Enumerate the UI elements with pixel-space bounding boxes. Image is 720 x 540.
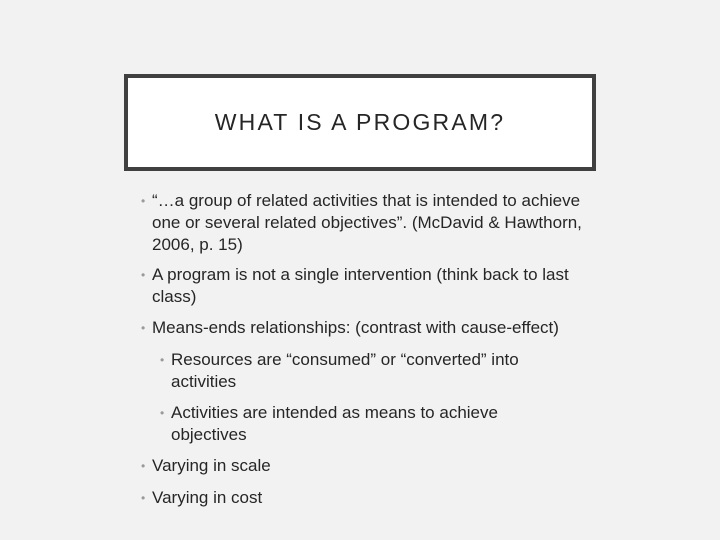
sub-bullet-item [160,402,531,446]
bullet-icon: • [141,459,146,473]
bullet-text: Varying in cost [152,488,263,507]
bullet-item [141,264,592,308]
bullet-icon: • [160,353,165,367]
bullet-icon: • [160,406,165,420]
title-box [124,74,596,171]
bullet-text: Means-ends relationships: (contrast with cause-effect) [152,318,559,337]
bullet-icon: • [141,194,146,208]
slide-title: WHAT IS A PROGRAM? [214,109,506,135]
bullet-item [141,455,592,477]
bullet-text: “…a group of related activities that is intended to achieve one or several related objectives”. (McDavid & Hawthorn, 2006, p. 15) [152,191,582,254]
bullet-icon: • [141,268,146,282]
bullet-item [141,487,592,509]
bullet-text: A program is not a single intervention (think back to last class) [152,265,569,306]
bullet-item [141,190,592,256]
bullet-icon: • [141,491,146,505]
bullet-text: Varying in scale [152,456,271,475]
bullet-text: Resources are “consumed” or “converted” into activities [171,350,519,391]
bullet-icon: • [141,321,146,335]
sub-bullet-item [160,349,551,393]
bullet-text: Activities are intended as means to achieve objectives [171,403,498,444]
bullet-item [141,317,592,339]
